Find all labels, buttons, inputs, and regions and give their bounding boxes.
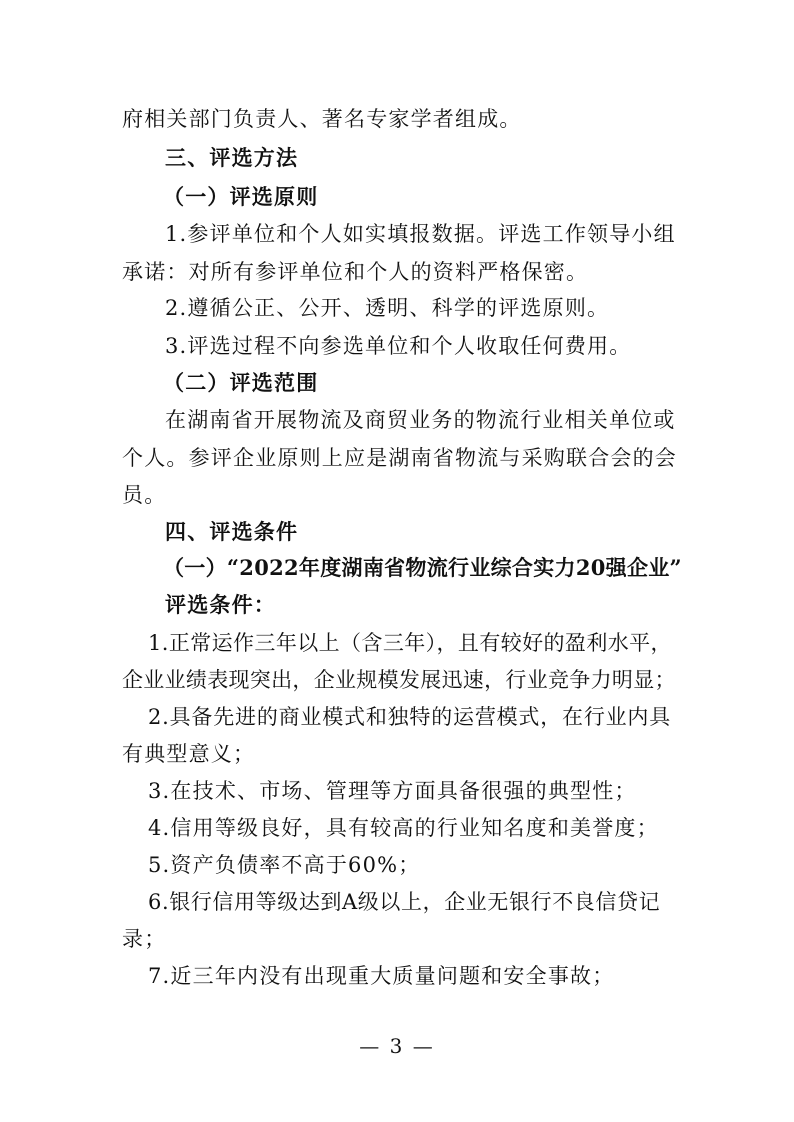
- section-heading: 四、评选条件: [165, 519, 299, 544]
- subsection-heading: （一）“2022年度湖南省物流行业综合实力20强企业”: [163, 555, 682, 580]
- paragraph-line: 3.在技术、市场、管理等方面具备很强的典型性；: [148, 779, 637, 803]
- subsection-heading: （二）评选范围: [163, 370, 319, 395]
- paragraph-line: 员。: [122, 483, 167, 507]
- subsection-heading-continued: 评选条件：: [165, 592, 276, 617]
- paragraph-line: 6.银行信用等级达到A级以上，企业无银行不良信贷记: [148, 890, 661, 914]
- paragraph-line: 2.遵循公正、公开、透明、科学的评选原则。: [165, 296, 610, 320]
- subsection-heading: （一）评选原则: [163, 184, 319, 209]
- paragraph-line: 2.具备先进的商业模式和独特的运营模式，在行业内具: [148, 705, 672, 729]
- paragraph-line: 个人。参评企业原则上应是湖南省物流与采购联合会的会: [122, 446, 677, 470]
- paragraph-line: 7.近三年内没有出现重大质量问题和安全事故；: [148, 964, 615, 988]
- paragraph-line: 5.资产负债率不高于60%；: [148, 853, 421, 877]
- paragraph-line: 企业业绩表现突出，企业规模发展迅速，行业竞争力明显；: [122, 668, 676, 692]
- page-number: — 3 —: [359, 1034, 435, 1058]
- paragraph-line: 4.信用等级良好，具有较高的行业知名度和美誉度；: [148, 816, 659, 840]
- paragraph-line: 在湖南省开展物流及商贸业务的物流行业相关单位或: [165, 408, 676, 432]
- section-heading: 三、评选方法: [165, 145, 299, 170]
- paragraph-line: 府相关部门负责人、著名专家学者组成。: [122, 107, 522, 131]
- paragraph-line: 承诺：对所有参评单位和个人的资料严格保密。: [122, 260, 589, 284]
- paragraph-line: 录；: [122, 927, 167, 951]
- paragraph-line: 1.参评单位和个人如实填报数据。评选工作领导小组: [165, 222, 676, 246]
- paragraph-line: 1.正常运作三年以上（含三年），且有较好的盈利水平，: [148, 631, 672, 655]
- paragraph-line: 3.评选过程不向参选单位和个人收取任何费用。: [165, 334, 632, 358]
- paragraph-line: 有典型意义；: [122, 742, 256, 766]
